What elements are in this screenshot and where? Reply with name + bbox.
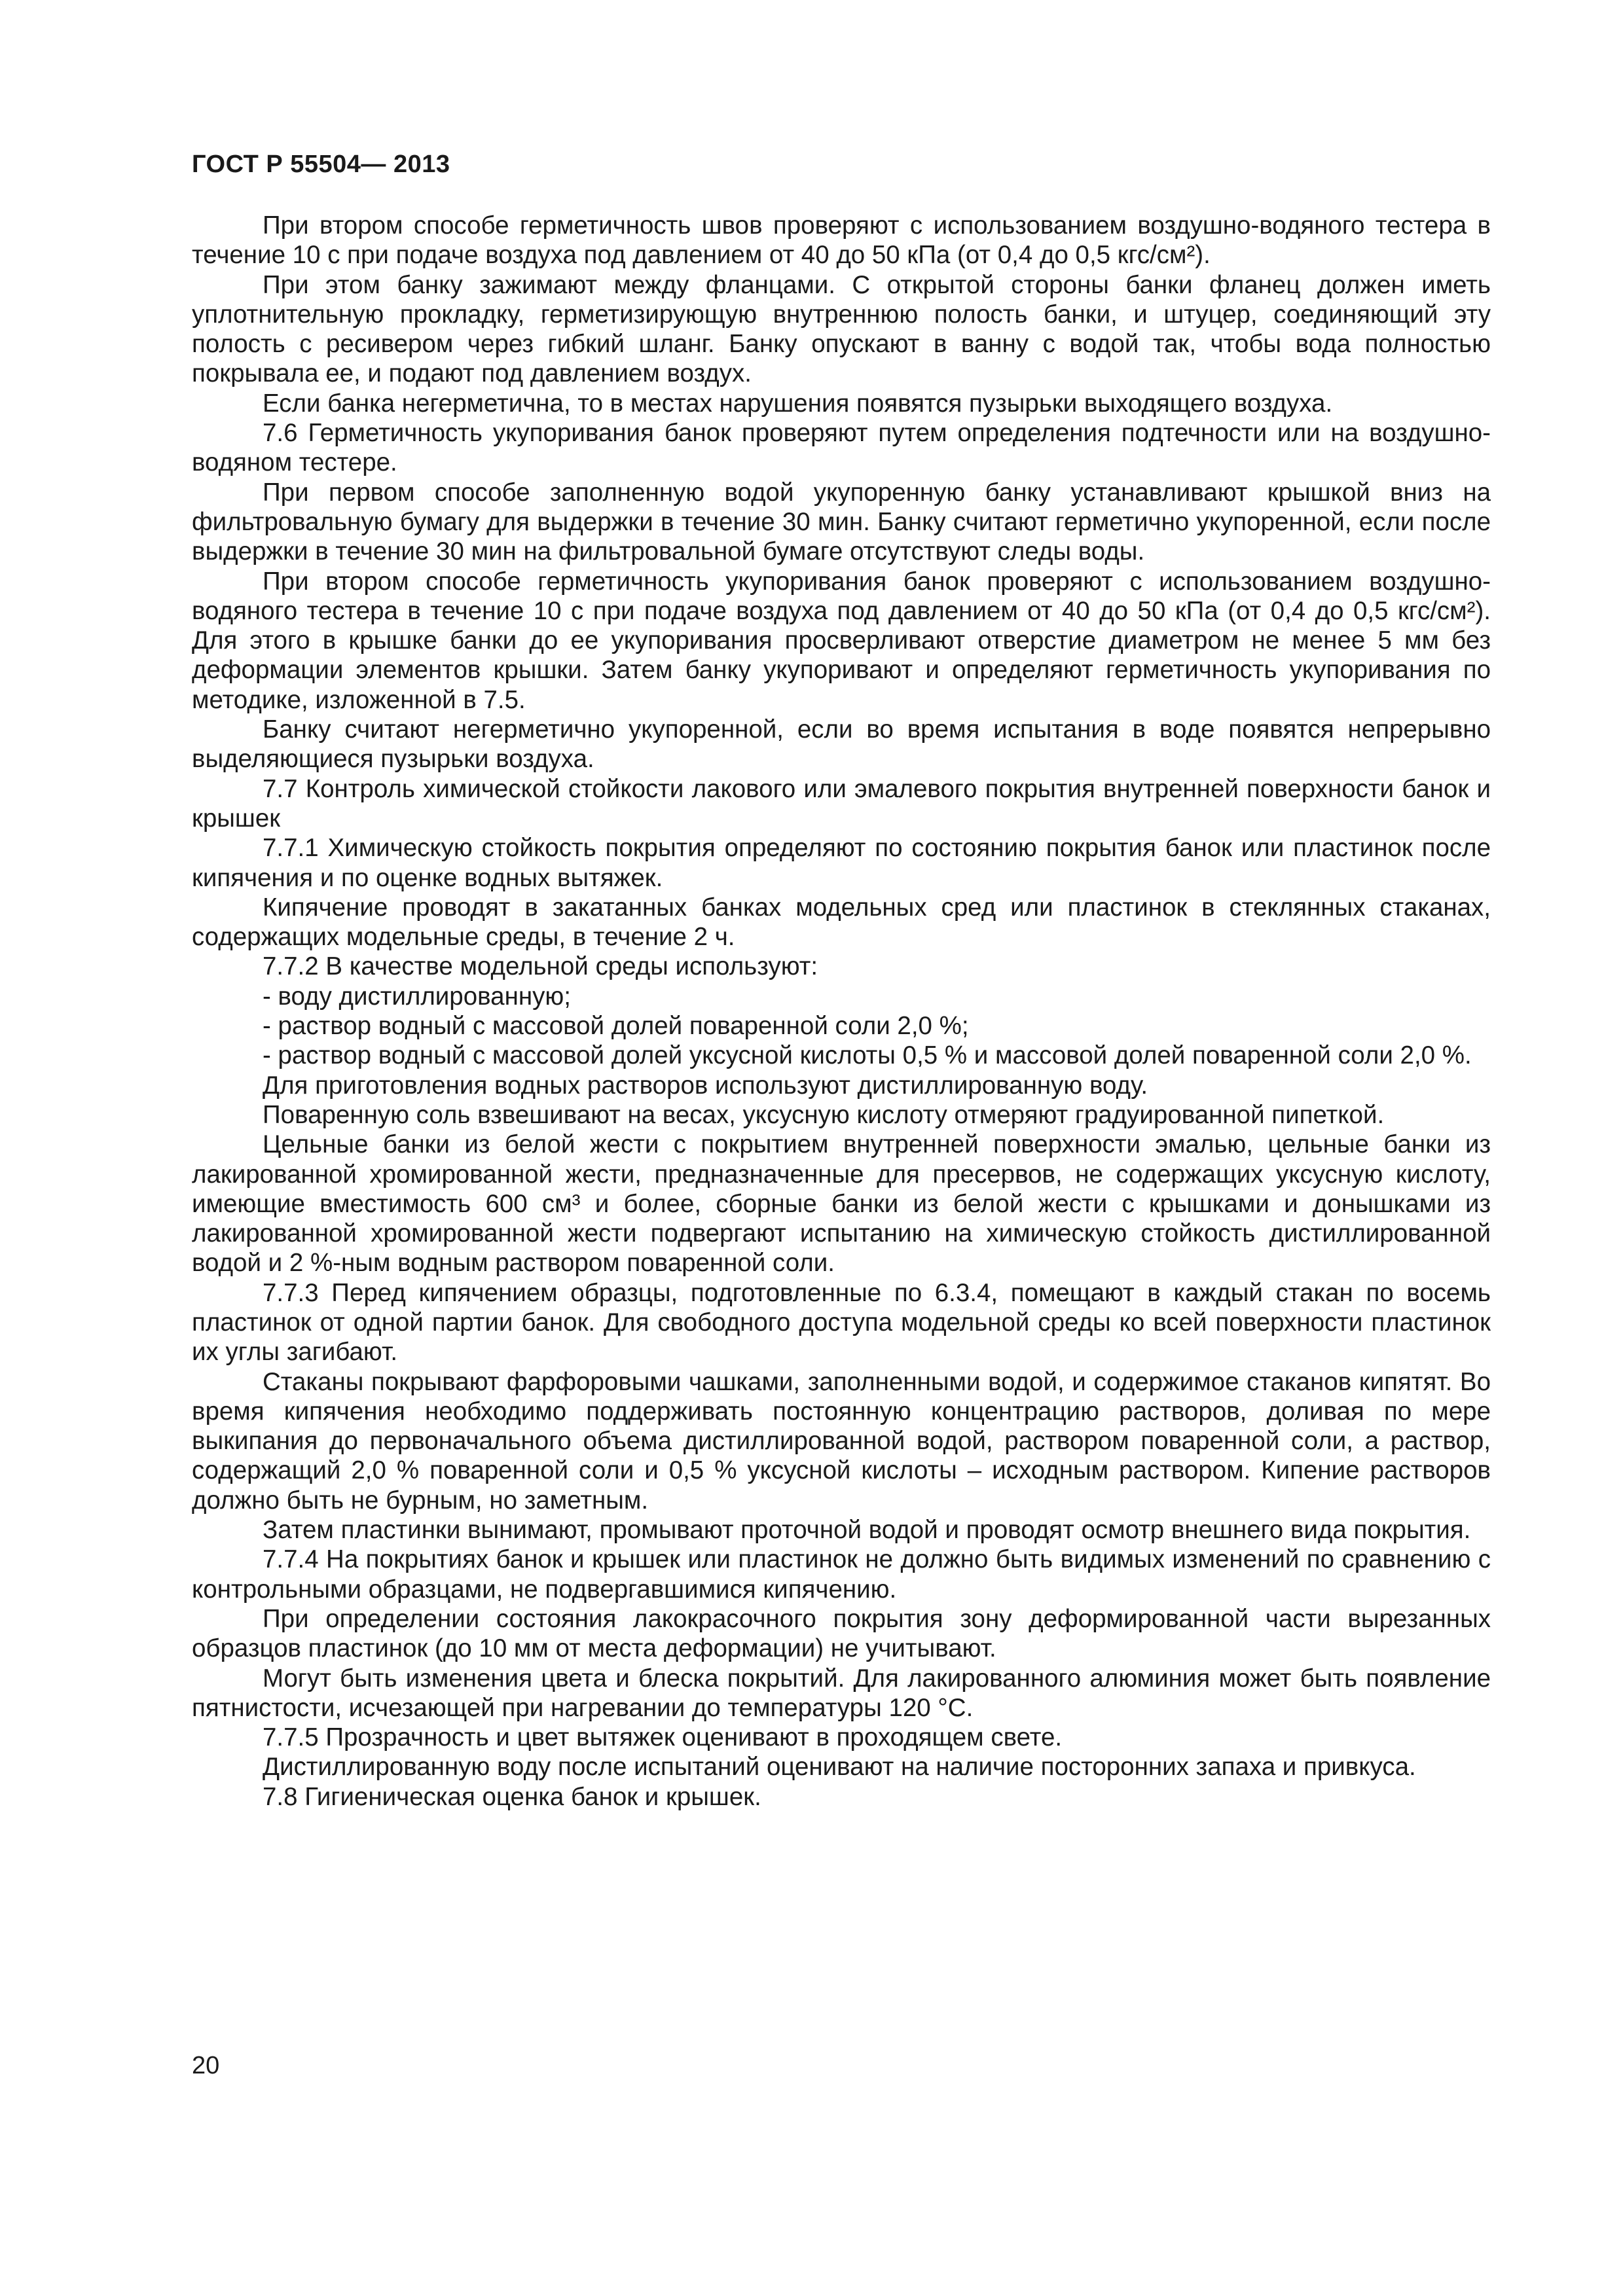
paragraph: При определении состояния лакокрасочного покрытия зону деформированной части вырезанных образцов пластинок (до 10 мм от места деформации) не учитывают. [192,1604,1491,1663]
paragraph: Затем пластинки вынимают, промывают проточной водой и проводят осмотр внешнего вида покрытия. [263,1516,1471,1545]
section-7-7-2: 7.7.2 В качестве модельной среды используют: [263,952,818,981]
section-7-8: 7.8 Гигиеническая оценка банок и крышек. [263,1782,761,1811]
section-7-6: 7.6 Герметичность укупоривания банок проверяют путем определения подтечности или на воздушно-водяном тестере. [192,419,1491,477]
list-item: - раствор водный с массовой долей поваренной соли 2,0 %; [263,1012,969,1041]
paragraph: При втором способе герметичность швов проверяют с использованием воздушно-водяного тестера в течение 10 с при подаче воздуха под давлением от 40 до 50 кПа (от 0,4 до 0,5 кгс/см²). [192,211,1491,270]
paragraph: При втором способе герметичность укупоривания банок проверяют с использованием воздушно-водяного тестера в течение 10 с при подаче воздуха под давлением от 40 до 50 кПа (от 0,4 до 0,5 кгс/см²). Для этого в крышке банки до ее укупоривания просверливают отверстие диаметром не менее 5 мм без деформации элементов крышки. Затем банку укупоривают и определяют герметичность укупоривания по методике, изложенной в 7.5. [192,567,1491,714]
paragraph: При этом банку зажимают между фланцами. С открытой стороны банки фланец должен иметь уплотнительную прокладку, герметизирующую внутреннюю полость банки, и штуцер, соединяющий эту полость с ресивером через гибкий шланг. Банку опускают в ванну с водой так, чтобы вода полностью покрывала ее, и подают под давлением воздух. [192,270,1491,388]
section-7-7: 7.7 Контроль химической стойкости лакового или эмалевого покрытия внутренней поверхности банок и крышек [192,774,1491,833]
section-7-7-4: 7.7.4 На покрытиях банок и крышек или пластинок не должно быть видимых изменений по сравнению с контрольными образцами, не подвергавшимися кипячению. [192,1545,1491,1604]
paragraph: Кипячение проводят в закатанных банках модельных сред или пластинок в стеклянных стаканах, содержащих модельные среды, в течение 2 ч. [192,893,1491,952]
paragraph: Могут быть изменения цвета и блеска покрытий. Для лакированного алюминия может быть появление пятнистости, исчезающей при нагревании до температуры 120 °С. [192,1664,1491,1722]
paragraph: Стаканы покрывают фарфоровыми чашками, заполненными водой, и содержимое стаканов кипятят. Во время кипячения необходимо поддерживать постоянную концентрацию растворов, доливая по мере выкипания до первоначального объема дистиллированной водой, раствором поваренной соли, а раствор, содержащий 2,0 % поваренной соли и 0,5 % уксусной кислоты – исходным раствором. Кипение растворов должно быть не бурным, но заметным. [192,1367,1491,1515]
paragraph: Для приготовления водных растворов используют дистиллированную воду. [263,1071,1148,1100]
section-7-7-5: 7.7.5 Прозрачность и цвет вытяжек оценивают в проходящем свете. [263,1723,1063,1752]
list-item: - раствор водный с массовой долей уксусной кислоты 0,5 % и массовой долей поваренной соли 2,0 %. [263,1041,1472,1070]
paragraph: Если банка негерметична, то в местах нарушения появятся пузырьки выходящего воздуха. [263,389,1333,418]
page-number: 20 [192,2052,220,2079]
paragraph: Банку считают негерметично укупоренной, если во время испытания в воде появятся непрерывно выделяющиеся пузырьки воздуха. [192,715,1491,774]
document-header: ГОСТ Р 55504— 2013 [192,151,450,178]
section-7-7-3: 7.7.3 Перед кипячением образцы, подготовленные по 6.3.4, помещают в каждый стакан по восемь пластинок от одной партии банок. Для свободного доступа модельной среды ко всей поверхности пластинок их углы загибают. [192,1278,1491,1367]
paragraph: Дистиллированную воду после испытаний оценивают на наличие посторонних запаха и привкуса. [263,1753,1416,1782]
section-7-7-1: 7.7.1 Химическую стойкость покрытия определяют по состоянию покрытия банок или пластинок после кипячения и по оценке водных вытяжек. [192,834,1491,892]
paragraph: При первом способе заполненную водой укупоренную банку устанавливают крышкой вниз на фильтровальную бумагу для выдержки в течение 30 мин. Банку считают герметично укупоренной, если после выдержки в течение 30 мин на фильтровальной бумаге отсутствуют следы воды. [192,478,1491,566]
document-body [192,211,1491,1812]
paragraph: Поваренную соль взвешивают на весах, уксусную кислоту отмеряют градуированной пипеткой. [263,1100,1385,1129]
list-item: - воду дистиллированную; [263,982,571,1011]
paragraph: Цельные банки из белой жести с покрытием внутренней поверхности эмалью, цельные банки из лакированной хромированной жести, предназначенные для пресервов, не содержащих уксусную кислоту, имеющие вместимость 600 см³ и более, сборные банки из белой жести с крышками и донышками из лакированной хромированной жести подвергают испытанию на химическую стойкость дистиллированной водой и 2 %-ным водным раствором поваренной соли. [192,1130,1491,1278]
